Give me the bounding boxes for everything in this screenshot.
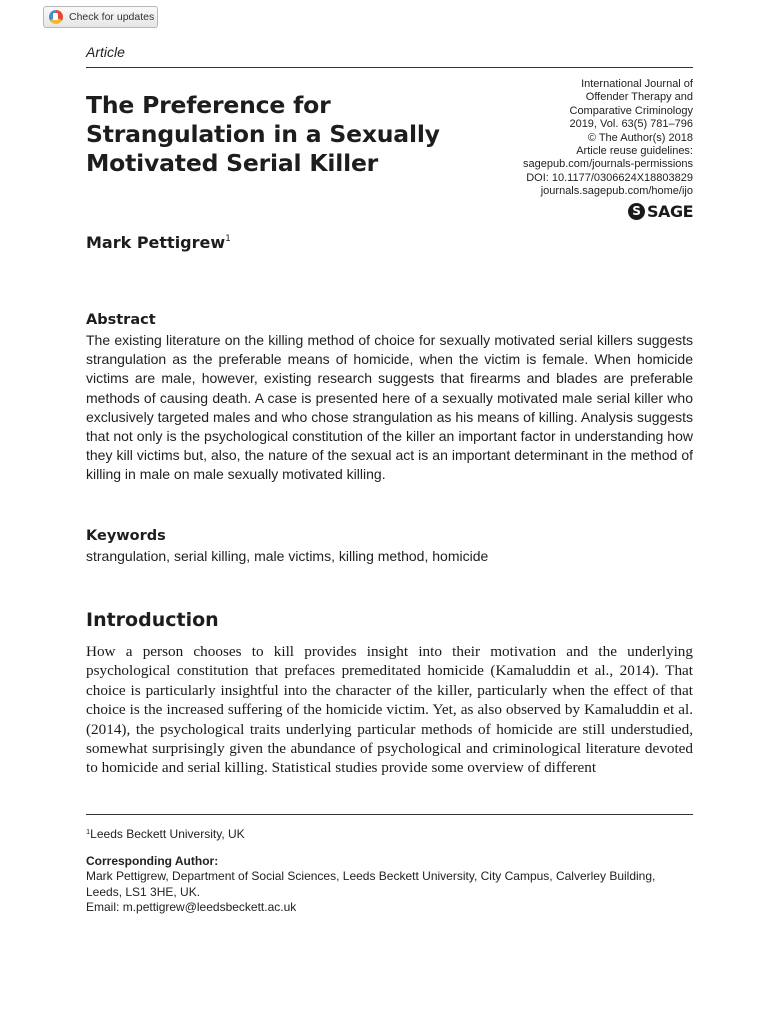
affiliation-text: Leeds Beckett University, UK [90, 827, 245, 841]
sage-emblem-icon: S [628, 203, 645, 220]
doi-link[interactable]: DOI: 10.1177/0306624X18803829 [526, 171, 693, 184]
keywords-list: strangulation, serial killing, male victims, killing method, homicide [86, 548, 489, 564]
header-divider [86, 67, 693, 68]
introduction-heading: Introduction [86, 609, 219, 631]
copyright-line: © The Author(s) 2018 [587, 131, 693, 144]
abstract-heading: Abstract [86, 312, 156, 328]
corresponding-author-label: Corresponding Author: [86, 853, 219, 868]
affiliation-footnote-mark: 1 [86, 827, 91, 836]
email-link[interactable]: m.pettigrew@leedsbeckett.ac.uk [122, 900, 297, 914]
journal-name-line-3: Comparative Criminology [569, 104, 693, 117]
reuse-guidelines-label: Article reuse guidelines: [576, 145, 693, 158]
check-for-updates-label: Check for updates [69, 11, 155, 23]
check-for-updates-button[interactable] [43, 6, 158, 28]
article-type-label: Article [86, 44, 125, 60]
corresponding-author-email [86, 900, 693, 916]
keywords-heading: Keywords [86, 528, 166, 544]
journal-info-block [463, 78, 693, 199]
sage-wordmark: SAGE [647, 202, 693, 221]
journal-homepage-link[interactable]: journals.sagepub.com/home/ijo [540, 185, 693, 198]
permissions-link[interactable]: sagepub.com/journals-permissions [523, 158, 693, 171]
sage-logo [628, 202, 693, 221]
affiliation-footnote [86, 824, 693, 843]
journal-volume: 2019, Vol. 63(5) 781–796 [569, 118, 693, 131]
crossmark-icon [49, 10, 63, 24]
journal-name-line-2: Offender Therapy and [585, 91, 693, 104]
author-line [86, 233, 231, 252]
introduction-paragraph: How a person chooses to kill provides insight into their motivation and the underlying psychological constitution that prefaces premeditated homicide (Kamaluddin et al., 2014). That choice is particularly insightful into the character of the killer, particularly when the effect of that choice is the increased suffering of the homicide victim. Yet, as also observed by Kamaluddin et al. (2014), the psychological traits underlying particular methods of homicide are still understudied, somewhat surprisingly given the abundance of psychological and criminological literature devoted to homicide and serial killing. Statistical studies provide some overview of different [86, 643, 693, 777]
abstract-text: The existing literature on the killing method of choice for sexually motivated serial killers suggests strangulation as the preferable means of homicide, when the victim is female. When homicide victims are male, however, existing research suggests that firearms and blades are preferable methods of causing death. A case is presented here of a sexually motivated male serial killer who exclusively targeted males and who chose strangulation as his means of killing. Analysis suggests that not only is the psychological constitution of the killer an important factor in understanding how they kill victims but, also, the nature of the sexual act is an important determinant in the method of killing in male on male sexually motivated killing. [86, 332, 693, 483]
journal-name-line-1: International Journal of [581, 78, 693, 90]
author-name[interactable]: Mark Pettigrew [86, 233, 226, 252]
email-label: Email: [86, 900, 123, 914]
footnotes [86, 824, 693, 916]
article-title: The Preference for Strangulation in a Sexually Motivated Serial Killer [86, 91, 440, 177]
footnote-divider [86, 814, 693, 815]
author-affiliation-mark: 1 [225, 234, 231, 244]
corresponding-author-address: Mark Pettigrew, Department of Social Sciences, Leeds Beckett University, City Campus, Calverley Building, Leeds, LS1 3HE, UK. [86, 869, 656, 899]
